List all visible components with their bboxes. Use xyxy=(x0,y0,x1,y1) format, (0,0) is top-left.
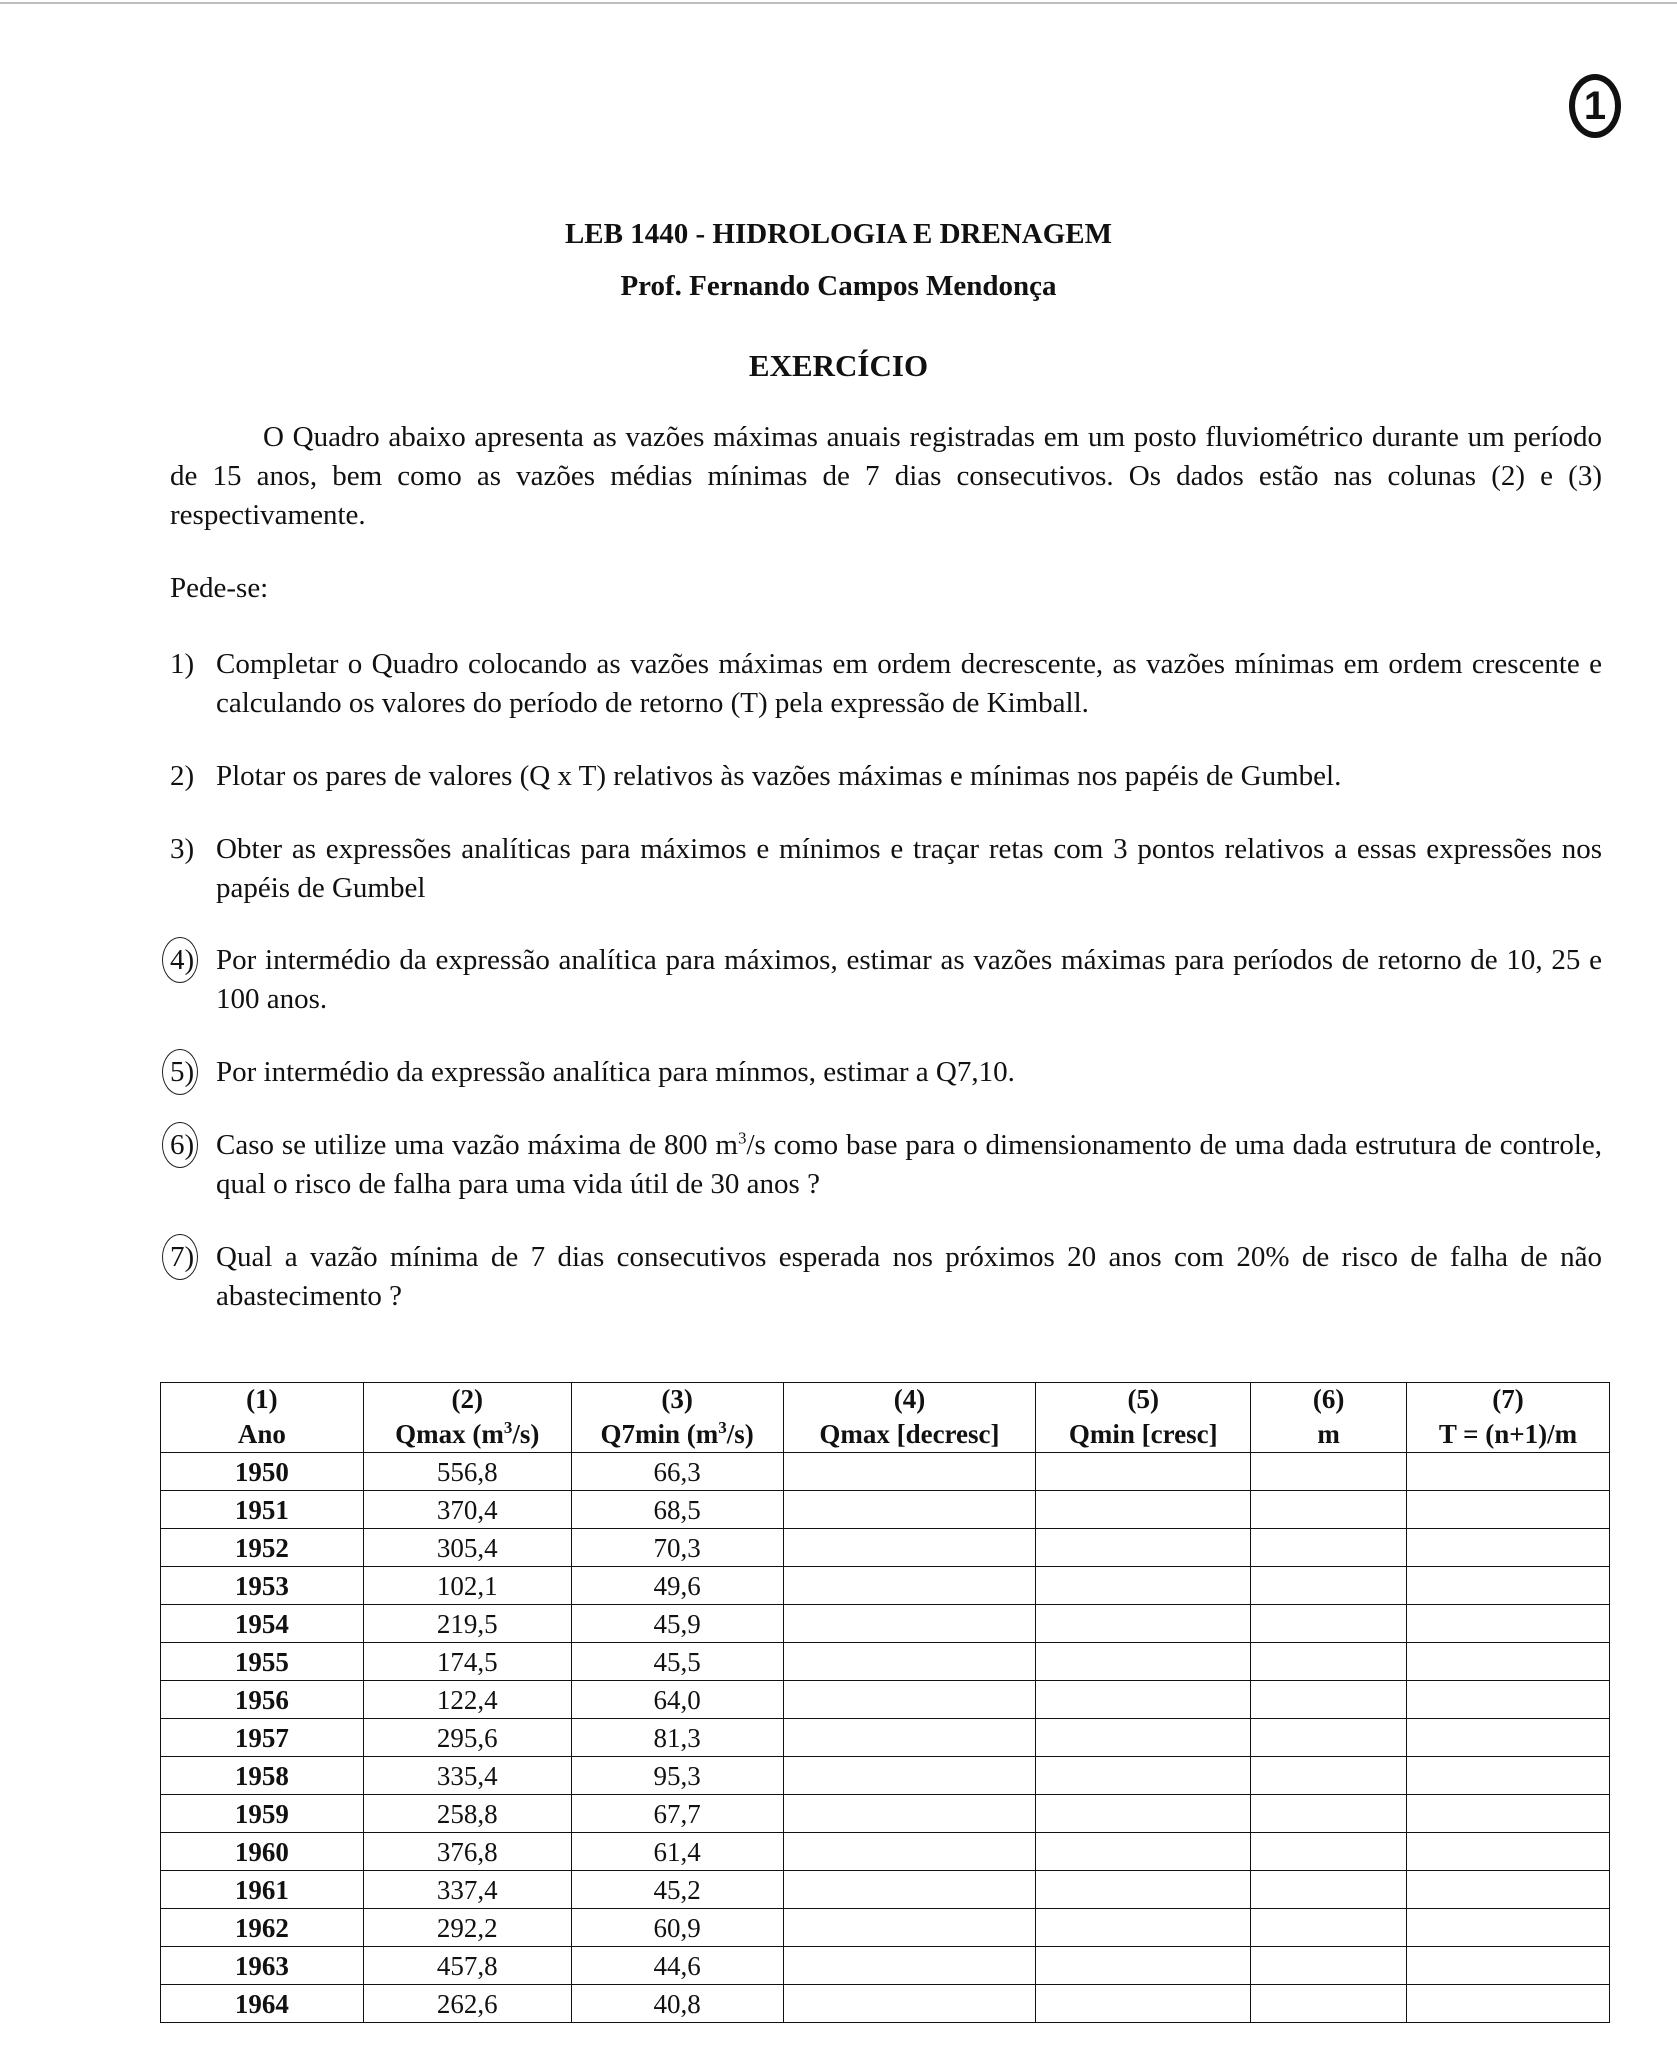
cell-ano: 1956 xyxy=(161,1681,364,1719)
table-row xyxy=(161,1643,1610,1681)
cell-q7min: 40,8 xyxy=(571,1985,783,2023)
column-number: (3) xyxy=(571,1383,783,1416)
task-number-circled: 4) xyxy=(170,941,216,980)
task-text: Plotar os pares de valores (Q x T) relativos às vazões máximas e mínimas nos papéis de Gumbel. xyxy=(216,760,1342,792)
cell-ano: 1963 xyxy=(161,1947,364,1985)
cell-ano: 1953 xyxy=(161,1567,364,1605)
cell-qmax-decresc xyxy=(783,1567,1036,1605)
cell-qmax-decresc xyxy=(783,1985,1036,2023)
header-qmin-cresc: Qmin [cresc] xyxy=(1036,1415,1251,1453)
cell-ano: 1958 xyxy=(161,1757,364,1795)
intro-paragraph: O Quadro abaixo apresenta as vazões máximas anuais registradas em um posto fluviométrico durante um período de 15 anos, bem como as vazões médias mínimas de 7 dias consecutivos. Os dados estão nas colunas (2) e (3) respectivamente. xyxy=(170,421,1602,531)
cell-qmax: 292,2 xyxy=(363,1909,571,1947)
cell-ano: 1960 xyxy=(161,1833,364,1871)
task-text: Por intermédio da expressão analítica para máximos, estimar as vazões máximas para períodos de retorno de 10, 25 e 100 anos. xyxy=(216,944,1602,1015)
cell-q7min: 64,0 xyxy=(571,1681,783,1719)
cell-qmax-decresc xyxy=(783,1491,1036,1529)
table-row xyxy=(161,1681,1610,1719)
table-row xyxy=(161,1605,1610,1643)
exercise-heading: EXERCÍCIO xyxy=(748,348,929,383)
page-number-label: 1 xyxy=(1583,83,1607,128)
cell-ano: 1964 xyxy=(161,1985,364,2023)
cell-t xyxy=(1407,1909,1610,1947)
cell-q7min: 81,3 xyxy=(571,1719,783,1757)
document-title: LEB 1440 - HIDROLOGIA E DRENAGEM xyxy=(564,218,1113,250)
cell-m xyxy=(1251,1985,1407,2023)
cell-qmin-cresc xyxy=(1036,1871,1251,1909)
task-item-6 xyxy=(170,1126,1602,1204)
cell-m xyxy=(1251,1567,1407,1605)
table-row xyxy=(161,1795,1610,1833)
cell-ano: 1962 xyxy=(161,1909,364,1947)
cell-t xyxy=(1407,1833,1610,1871)
cell-t xyxy=(1407,1985,1610,2023)
cell-q7min: 49,6 xyxy=(571,1567,783,1605)
cell-m xyxy=(1251,1605,1407,1643)
cell-m xyxy=(1251,1719,1407,1757)
cell-qmax: 219,5 xyxy=(363,1605,571,1643)
cell-t xyxy=(1407,1681,1610,1719)
table-row xyxy=(161,1567,1610,1605)
cell-qmax-decresc xyxy=(783,1643,1036,1681)
table-row xyxy=(161,1719,1610,1757)
cell-qmax: 174,5 xyxy=(363,1643,571,1681)
cell-qmin-cresc xyxy=(1036,1643,1251,1681)
task-number-circled: 7) xyxy=(170,1238,216,1277)
table-row xyxy=(161,1985,1610,2023)
cell-qmax-decresc xyxy=(783,1453,1036,1491)
task-item-5 xyxy=(170,1053,1602,1092)
cell-qmin-cresc xyxy=(1036,1605,1251,1643)
cell-q7min: 70,3 xyxy=(571,1529,783,1567)
task-text: Caso se utilize uma vazão máxima de 800 $m^3/s$ como base para o dimensionamento de uma dada estrutura de controle, qual o risco de falha para uma vida útil de 30 anos ? xyxy=(216,1128,1603,1200)
cell-t xyxy=(1407,1719,1610,1757)
cell-q7min: 60,9 xyxy=(571,1909,783,1947)
task-text: Por intermédio da expressão analítica para mínmos, estimar a Q7,10. xyxy=(216,1056,1015,1088)
table-row xyxy=(161,1529,1610,1567)
cell-qmax-decresc xyxy=(783,1909,1036,1947)
cell-t xyxy=(1407,1643,1610,1681)
cell-m xyxy=(1251,1453,1407,1491)
cell-qmax: 262,6 xyxy=(363,1985,571,2023)
cell-q7min: 66,3 xyxy=(571,1453,783,1491)
task-number: 1) xyxy=(170,648,195,680)
task-text: Completar o Quadro colocando as vazões máximas em ordem decrescente, as vazões mínimas em ordem crescente e calculando os valores do período de retorno (T) pela expressão de Kimball. xyxy=(216,648,1602,719)
cell-qmin-cresc xyxy=(1036,1719,1251,1757)
task-number: 2) xyxy=(170,760,195,792)
cell-qmax: 102,1 xyxy=(363,1567,571,1605)
cell-qmin-cresc xyxy=(1036,1681,1251,1719)
cell-qmin-cresc xyxy=(1036,1985,1251,2023)
column-number: (7) xyxy=(1407,1383,1610,1416)
cell-qmax-decresc xyxy=(783,1947,1036,1985)
cell-ano: 1951 xyxy=(161,1491,364,1529)
task-number: 3) xyxy=(170,833,195,865)
cell-qmax: 258,8 xyxy=(363,1795,571,1833)
cell-qmax-decresc xyxy=(783,1795,1036,1833)
cell-t xyxy=(1407,1947,1610,1985)
cell-t xyxy=(1407,1795,1610,1833)
table-row xyxy=(161,1757,1610,1795)
cell-qmax-decresc xyxy=(783,1529,1036,1567)
cell-q7min: 44,6 xyxy=(571,1947,783,1985)
cell-m xyxy=(1251,1529,1407,1567)
task-text: Obter as expressões analíticas para máximos e mínimos e traçar retas com 3 pontos relativos a essas expressões nos papéis de Gumbel xyxy=(216,833,1602,904)
column-number: (6) xyxy=(1251,1383,1407,1416)
cell-qmin-cresc xyxy=(1036,1453,1251,1491)
cell-m xyxy=(1251,1833,1407,1871)
table-row xyxy=(161,1909,1610,1947)
data-table xyxy=(160,1382,1610,2023)
cell-ano: 1957 xyxy=(161,1719,364,1757)
cell-qmax: 122,4 xyxy=(363,1681,571,1719)
column-number: (4) xyxy=(783,1383,1036,1416)
column-number: (2) xyxy=(363,1383,571,1416)
cell-qmax: 457,8 xyxy=(363,1947,571,1985)
task-number-circled: 5) xyxy=(170,1053,216,1092)
task-item-1 xyxy=(170,645,1602,723)
task-item-7 xyxy=(170,1238,1602,1316)
header-t: T = (n+1)/m xyxy=(1407,1415,1610,1453)
page-number xyxy=(1569,74,1621,138)
cell-q7min: 45,2 xyxy=(571,1871,783,1909)
header-m: m xyxy=(1251,1415,1407,1453)
cell-qmax: 335,4 xyxy=(363,1757,571,1795)
cell-qmax-decresc xyxy=(783,1605,1036,1643)
cell-qmin-cresc xyxy=(1036,1947,1251,1985)
task-number-circled: 6) xyxy=(170,1126,216,1165)
cell-qmin-cresc xyxy=(1036,1757,1251,1795)
cell-ano: 1954 xyxy=(161,1605,364,1643)
cell-qmax: 295,6 xyxy=(363,1719,571,1757)
page-top-edge xyxy=(0,2,1677,4)
cell-ano: 1959 xyxy=(161,1795,364,1833)
header-ano: Ano xyxy=(161,1415,364,1453)
cell-m xyxy=(1251,1909,1407,1947)
cell-ano: 1955 xyxy=(161,1643,364,1681)
column-number: (1) xyxy=(161,1383,364,1416)
cell-ano: 1961 xyxy=(161,1871,364,1909)
cell-m xyxy=(1251,1757,1407,1795)
cell-q7min: 45,5 xyxy=(571,1643,783,1681)
cell-qmax-decresc xyxy=(783,1719,1036,1757)
cell-qmax: 370,4 xyxy=(363,1491,571,1529)
cell-qmax: 376,8 xyxy=(363,1833,571,1871)
cell-q7min: 45,9 xyxy=(571,1605,783,1643)
cell-qmax: 305,4 xyxy=(363,1529,571,1567)
cell-q7min: 68,5 xyxy=(571,1491,783,1529)
cell-ano: 1952 xyxy=(161,1529,364,1567)
cell-t xyxy=(1407,1453,1610,1491)
cell-qmin-cresc xyxy=(1036,1833,1251,1871)
table-row xyxy=(161,1453,1610,1491)
professor-name: Prof. Fernando Campos Mendonça xyxy=(620,270,1057,302)
cell-m xyxy=(1251,1795,1407,1833)
header-q7min: Q7min $(m^3/s)$ xyxy=(571,1415,783,1453)
cell-t xyxy=(1407,1757,1610,1795)
column-number: (5) xyxy=(1036,1383,1251,1416)
cell-qmax: 337,4 xyxy=(363,1871,571,1909)
cell-m xyxy=(1251,1491,1407,1529)
cell-t xyxy=(1407,1529,1610,1567)
header-qmax: Qmax $(m^3/s)$ xyxy=(363,1415,571,1453)
cell-t xyxy=(1407,1491,1610,1529)
cell-m xyxy=(1251,1681,1407,1719)
cell-qmax-decresc xyxy=(783,1681,1036,1719)
task-item-2 xyxy=(170,757,1602,796)
task-text: Qual a vazão mínima de 7 dias consecutivos esperada nos próximos 20 anos com 20% de risco de falha de não abastecimento ? xyxy=(216,1241,1602,1312)
table-column-numbers xyxy=(161,1383,1610,1416)
cell-qmin-cresc xyxy=(1036,1529,1251,1567)
cell-m xyxy=(1251,1947,1407,1985)
table-row xyxy=(161,1871,1610,1909)
cell-qmin-cresc xyxy=(1036,1491,1251,1529)
cell-m xyxy=(1251,1643,1407,1681)
cell-qmax-decresc xyxy=(783,1871,1036,1909)
table-row xyxy=(161,1833,1610,1871)
cell-q7min: 95,3 xyxy=(571,1757,783,1795)
cell-m xyxy=(1251,1871,1407,1909)
table-header-row xyxy=(161,1415,1610,1453)
cell-qmin-cresc xyxy=(1036,1795,1251,1833)
cell-qmax-decresc xyxy=(783,1757,1036,1795)
task-item-4 xyxy=(170,941,1602,1019)
cell-t xyxy=(1407,1871,1610,1909)
cell-qmin-cresc xyxy=(1036,1909,1251,1947)
cell-qmax-decresc xyxy=(783,1833,1036,1871)
header-qmax-decresc: Qmax [decresc] xyxy=(783,1415,1036,1453)
table-row xyxy=(161,1491,1610,1529)
cell-qmax: 556,8 xyxy=(363,1453,571,1491)
task-item-3 xyxy=(170,830,1602,908)
cell-q7min: 61,4 xyxy=(571,1833,783,1871)
cell-qmin-cresc xyxy=(1036,1567,1251,1605)
cell-ano: 1950 xyxy=(161,1453,364,1491)
cell-q7min: 67,7 xyxy=(571,1795,783,1833)
tasks-heading: Pede-se: xyxy=(170,572,269,604)
cell-t xyxy=(1407,1605,1610,1643)
table-row xyxy=(161,1947,1610,1985)
cell-t xyxy=(1407,1567,1610,1605)
